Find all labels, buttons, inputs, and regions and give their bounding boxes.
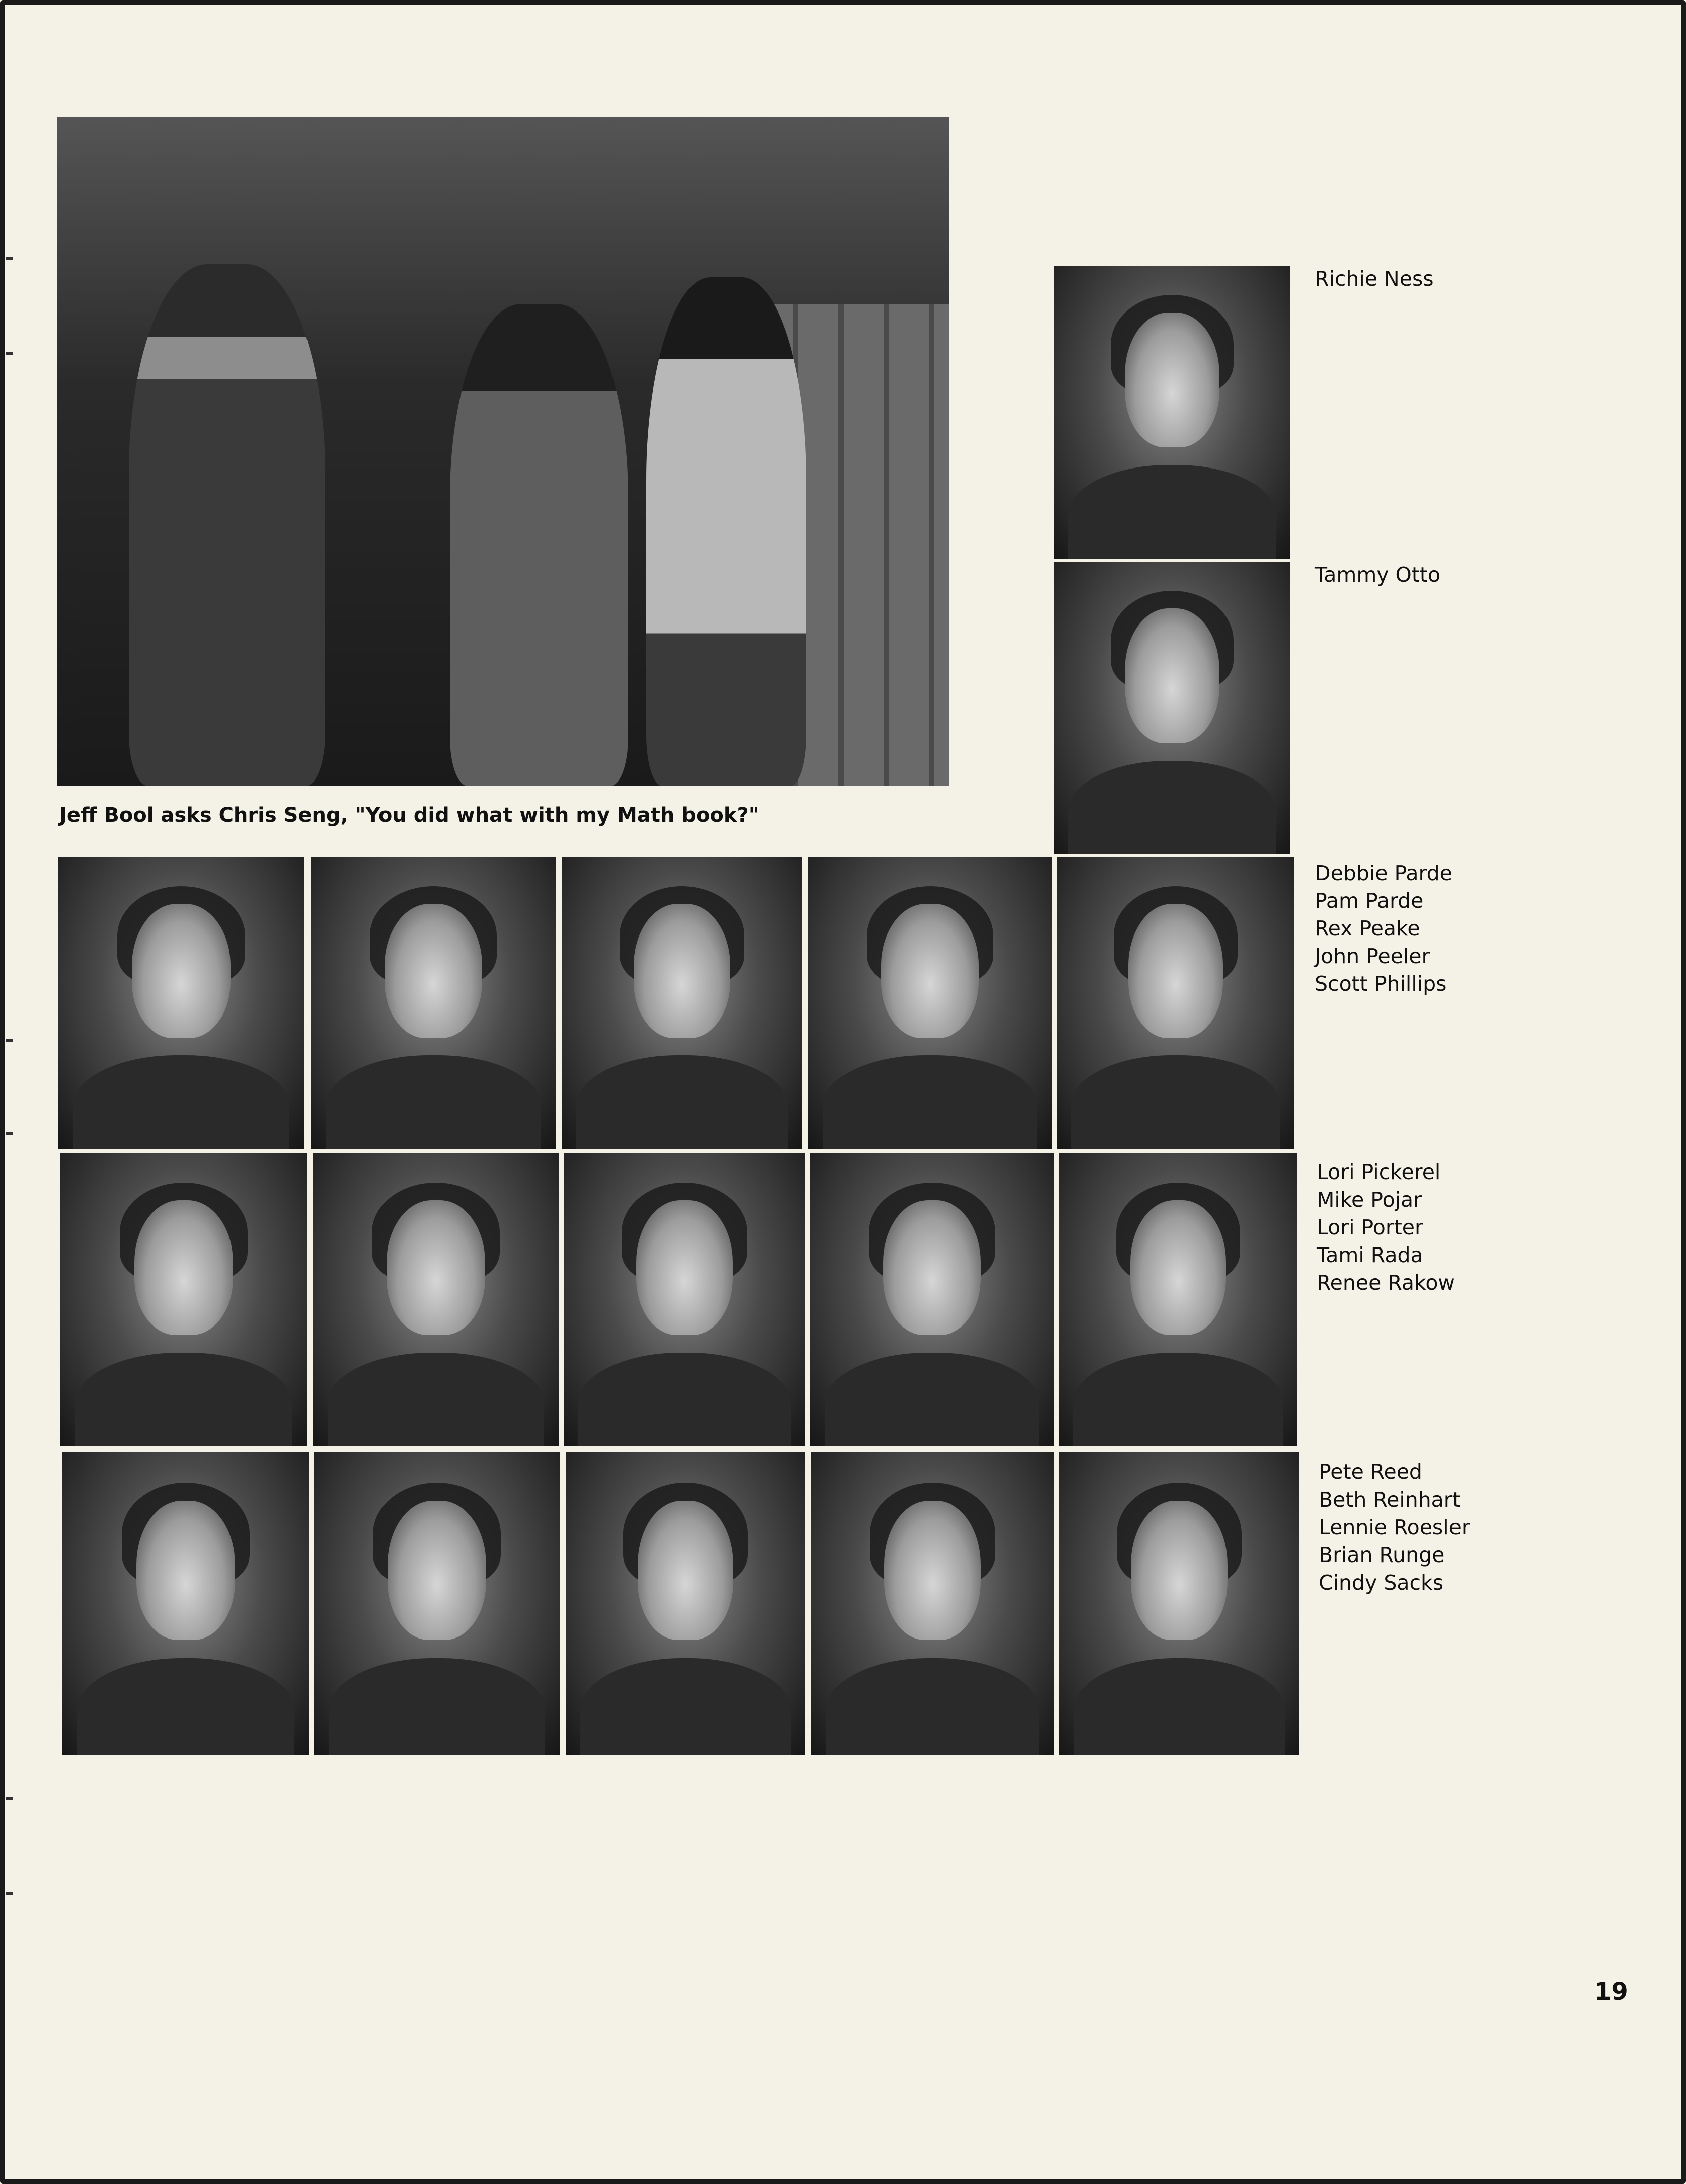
page-number: 19	[1594, 1978, 1628, 2006]
portrait-face	[1125, 313, 1219, 447]
portrait	[62, 1452, 309, 1755]
portrait	[314, 1452, 560, 1755]
portrait-face	[134, 1200, 233, 1335]
portrait-shoulders	[1071, 1055, 1280, 1149]
name-label: Renee Rakow	[1317, 1271, 1455, 1295]
name-label: Beth Reinhart	[1319, 1488, 1461, 1512]
name-label: Brian Runge	[1319, 1543, 1445, 1567]
portrait-shoulders	[580, 1658, 791, 1755]
portrait-shoulders	[823, 1055, 1037, 1149]
portrait-face	[388, 1501, 486, 1640]
portrait	[1059, 1153, 1297, 1446]
student-figure	[450, 304, 628, 786]
binding-marks	[6, 0, 16, 2184]
name-list-row-1	[1315, 860, 1452, 998]
portrait-face	[1128, 904, 1223, 1038]
name-label: Pam Parde	[1315, 889, 1424, 913]
portrait-face	[636, 1200, 733, 1335]
candid-hallway-photo	[57, 117, 949, 786]
portrait	[811, 1452, 1054, 1755]
portrait-shoulders	[75, 1353, 292, 1446]
portrait-shoulders	[1068, 761, 1276, 854]
portrait-face	[1131, 1501, 1227, 1640]
portrait	[562, 857, 802, 1149]
portrait-face	[385, 904, 482, 1038]
portrait-face	[387, 1200, 485, 1335]
portrait	[60, 1153, 307, 1446]
student-figure	[646, 277, 807, 786]
portrait-face	[1130, 1200, 1226, 1335]
portrait-face	[136, 1501, 235, 1640]
name-label: Richie Ness	[1315, 267, 1434, 291]
portrait-shoulders	[328, 1353, 544, 1446]
portrait-shoulders	[1074, 1658, 1285, 1755]
portrait	[808, 857, 1052, 1149]
portrait	[311, 857, 556, 1149]
portrait-shoulders	[77, 1658, 294, 1755]
name-label: Tammy Otto	[1315, 563, 1441, 587]
name-label: Mike Pojar	[1317, 1188, 1422, 1212]
binding-mark	[6, 1132, 13, 1135]
portrait-shoulders	[825, 1353, 1039, 1446]
name-list-row-3	[1319, 1458, 1470, 1597]
portrait-face	[884, 1501, 981, 1640]
portrait	[58, 857, 304, 1149]
binding-mark	[6, 1892, 13, 1895]
photo-caption: Jeff Bool asks Chris Seng, "You did what with my Math book?"	[59, 804, 759, 827]
name-label: Cindy Sacks	[1319, 1571, 1444, 1595]
portrait	[810, 1153, 1054, 1446]
name-label: Lori Porter	[1317, 1215, 1423, 1239]
portrait-shoulders	[1068, 465, 1276, 559]
student-figure	[129, 264, 325, 786]
portrait	[564, 1153, 805, 1446]
name-label: Lori Pickerel	[1317, 1160, 1441, 1184]
portrait-face	[638, 1501, 733, 1640]
portrait-face	[634, 904, 730, 1038]
binding-mark	[6, 1797, 13, 1800]
portrait-tammy-otto	[1054, 562, 1290, 854]
name-label: Scott Phillips	[1315, 972, 1447, 996]
portrait-shoulders	[326, 1055, 541, 1149]
portrait	[313, 1153, 559, 1446]
portrait-face	[1125, 608, 1219, 743]
portrait-face	[881, 904, 979, 1038]
portrait-shoulders	[826, 1658, 1039, 1755]
binding-mark	[6, 352, 13, 355]
binding-mark	[6, 1039, 13, 1042]
name-label: Rex Peake	[1315, 916, 1420, 941]
portrait-shoulders	[576, 1055, 788, 1149]
portrait-shoulders	[329, 1658, 545, 1755]
portrait-shoulders	[1073, 1353, 1283, 1446]
name-list-row-2	[1317, 1158, 1455, 1297]
portrait	[1057, 857, 1294, 1149]
binding-mark	[6, 257, 13, 260]
portrait	[566, 1452, 805, 1755]
portrait-face	[132, 904, 230, 1038]
portrait-richie-ness	[1054, 266, 1290, 559]
name-label: Tami Rada	[1317, 1243, 1423, 1267]
name-label: Pete Reed	[1319, 1460, 1422, 1484]
portrait	[1059, 1452, 1299, 1755]
name-label: Debbie Parde	[1315, 861, 1452, 885]
name-label: Lennie Roesler	[1319, 1515, 1470, 1539]
name-label: John Peeler	[1315, 944, 1430, 968]
portrait-shoulders	[578, 1353, 791, 1446]
portrait-face	[883, 1200, 981, 1335]
portrait-shoulders	[73, 1055, 289, 1149]
